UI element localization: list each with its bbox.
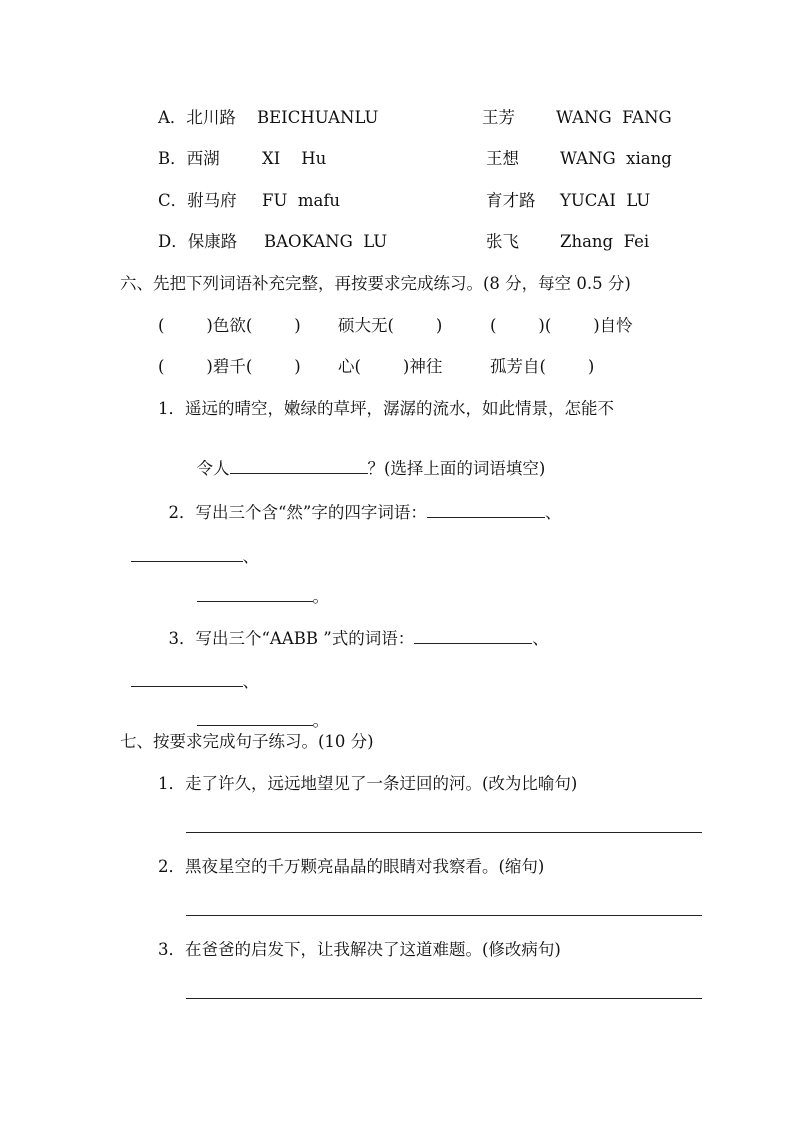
option-d-name-pinyin: Zhang Fei xyxy=(560,232,650,251)
separator: 、 xyxy=(242,671,259,691)
option-d-label: D．保康路 xyxy=(158,232,238,251)
option-d-pinyin: BAOKANG LU xyxy=(264,232,388,251)
separator: 、 xyxy=(544,502,562,522)
question6-1-prefix: 令人 xyxy=(196,458,230,478)
question6-1-line2 xyxy=(186,442,545,477)
idiom-blank-3[interactable]: ( )( )自怜 xyxy=(490,316,633,335)
question6-3-text: 3．写出三个“AABB ”式的词语： xyxy=(168,628,415,648)
option-a-name: 王芳 xyxy=(482,108,515,127)
answer-line-7-2[interactable] xyxy=(186,915,702,916)
question7-3: 3．在爸爸的启发下，让我解决了这道难题。(修改病句) xyxy=(158,940,561,959)
question6-2-line3 xyxy=(186,570,329,605)
question6-1-suffix: ？(选择上面的词语填空) xyxy=(367,458,546,478)
answer-blank-6-3c[interactable] xyxy=(197,711,313,726)
option-c-label: C．驸马府 xyxy=(158,191,237,210)
question6-2 xyxy=(158,486,561,521)
option-c-name-pinyin: YUCAI LU xyxy=(560,191,651,210)
answer-blank-6-2c[interactable] xyxy=(197,587,313,602)
terminator: 。 xyxy=(312,710,329,730)
question6-1-line1: 1．遥远的晴空，嫩绿的草坪，潺潺的流水，如此情景，怎能不 xyxy=(158,399,614,418)
option-b-name: 王想 xyxy=(486,149,519,168)
section6-title: 六、先把下列词语补充完整，再按要求完成练习。(8 分，每空 0.5 分) xyxy=(120,274,631,293)
idiom-blank-5[interactable]: 心( )神往 xyxy=(338,357,443,376)
option-a-name-pinyin: WANG FANG xyxy=(556,108,672,127)
idiom-blank-1[interactable]: ( )色欲( ) xyxy=(158,316,301,335)
question6-3-line3 xyxy=(186,694,329,729)
option-b-pinyin: XI Hu xyxy=(262,149,327,168)
answer-blank-6-1[interactable] xyxy=(230,459,368,474)
option-c-name: 育才路 xyxy=(486,191,536,210)
option-a-pinyin: BEICHUANLU xyxy=(257,108,379,127)
option-a-label: A．北川路 xyxy=(158,108,236,127)
idiom-blank-4[interactable]: ( )碧千( ) xyxy=(158,357,301,376)
question6-3-line2 xyxy=(120,655,259,690)
terminator: 。 xyxy=(312,586,329,606)
answer-line-7-1[interactable] xyxy=(186,832,702,833)
option-d-name: 张飞 xyxy=(486,232,519,251)
option-b-name-pinyin: WANG xiang xyxy=(560,149,672,168)
question6-2-line2 xyxy=(120,530,259,565)
answer-blank-6-2a[interactable] xyxy=(427,503,545,518)
answer-blank-6-3a[interactable] xyxy=(414,629,532,644)
idiom-blank-6[interactable]: 孤芳自( ) xyxy=(490,357,595,376)
separator: 、 xyxy=(532,628,549,648)
answer-blank-6-2b[interactable] xyxy=(131,547,243,562)
question6-2-text: 2．写出三个含“然”字的四字词语： xyxy=(168,502,427,522)
option-b-label: B．西湖 xyxy=(158,149,220,168)
option-c-pinyin: FU mafu xyxy=(262,191,341,210)
question7-1: 1．走了许久，远远地望见了一条迂回的河。(改为比喻句) xyxy=(158,774,578,793)
separator: 、 xyxy=(242,546,259,566)
idiom-blank-2[interactable]: 硕大无( ) xyxy=(338,316,443,335)
question6-3 xyxy=(158,612,549,647)
answer-blank-6-3b[interactable] xyxy=(131,672,243,687)
answer-line-7-3[interactable] xyxy=(186,998,702,999)
section7-title: 七、按要求完成句子练习。(10 分) xyxy=(120,732,374,751)
question7-2: 2．黑夜星空的千万颗亮晶晶的眼睛对我察看。(缩句) xyxy=(158,857,545,876)
